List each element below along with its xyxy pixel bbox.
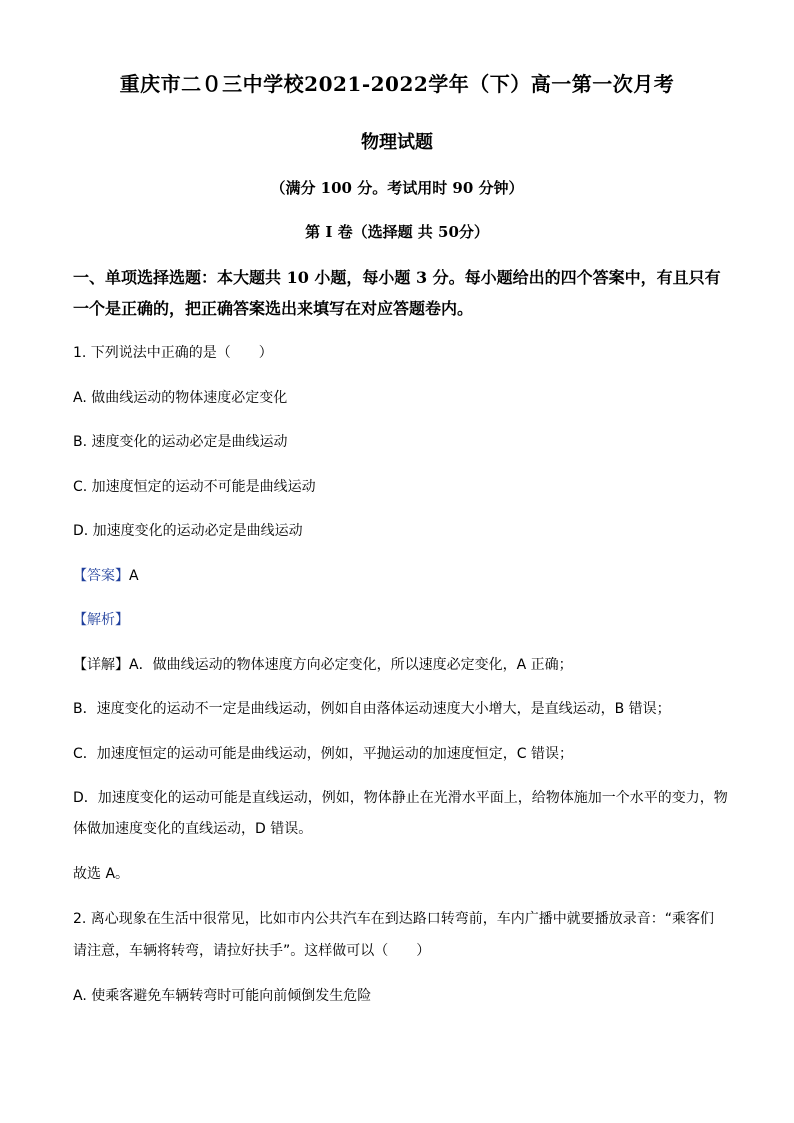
page-title: 重庆市二０三中学校2021-2022学年（下）高一第一次月考 <box>119 72 675 96</box>
section-heading-line1: 一、单项选择选题：本大题共 10 小题，每小题 3 分。每小题给出的四个答案中，有且只有 <box>73 268 721 287</box>
detail-line-a <box>73 654 573 674</box>
section-heading-line2: 一个是正确的，把正确答案选出来填写在对应答题卷内。 <box>73 299 474 318</box>
question-1-option-c: C. 加速度恒定的运动不可能是曲线运动 <box>73 479 316 495</box>
question-1-option-a: A. 做曲线运动的物体速度必定变化 <box>73 390 288 406</box>
detail-a-text: A．做曲线运动的物体速度方向必定变化，所以速度必定变化，A 正确； <box>129 657 573 673</box>
analysis-line <box>73 609 129 629</box>
detail-line-d2: 体做加速度变化的直线运动，D 错误。 <box>73 821 313 837</box>
exam-info: （满分 100 分。考试用时 90 分钟） <box>270 179 524 197</box>
question-1-option-d: D. 加速度变化的运动必定是曲线运动 <box>73 523 303 539</box>
analysis-tag: 【解析】 <box>73 612 129 628</box>
question-1-option-b: B. 速度变化的运动必定是曲线运动 <box>73 434 288 450</box>
detail-tag: 【详解】 <box>73 657 129 673</box>
question-2-option-a: A. 使乘客避免车辆转弯时可能向前倾倒发生危险 <box>73 988 372 1004</box>
detail-line-b: B．速度变化的运动不一定是曲线运动，例如自由落体运动速度大小增大，是直线运动，B 错误； <box>73 701 671 717</box>
answer-line <box>73 565 139 585</box>
subject-title: 物理试题 <box>361 132 433 153</box>
conclusion-line: 故选 A。 <box>73 866 130 882</box>
detail-line-c: C．加速度恒定的运动可能是曲线运动，例如，平抛运动的加速度恒定，C 错误； <box>73 746 573 762</box>
detail-line-d1: D．加速度变化的运动可能是直线运动，例如，物体静止在光滑水平面上，给物体施加一个水平的变力，物 <box>73 790 728 806</box>
question-1-stem: 1. 下列说法中正确的是（ ） <box>73 345 273 361</box>
answer-value: A <box>129 568 139 584</box>
question-2-stem-line1: 2. 离心现象在生活中很常见，比如市内公共汽车在到达路口转弯前，车内广播中就要播放录音：“乘客们 <box>73 911 715 927</box>
volume-heading: 第 I 卷（选择题 共 50分） <box>305 223 489 241</box>
question-2-stem-line2: 请注意，车辆将转弯，请拉好扶手”。这样做可以（ ） <box>73 943 431 959</box>
answer-tag: 【答案】 <box>73 568 129 584</box>
